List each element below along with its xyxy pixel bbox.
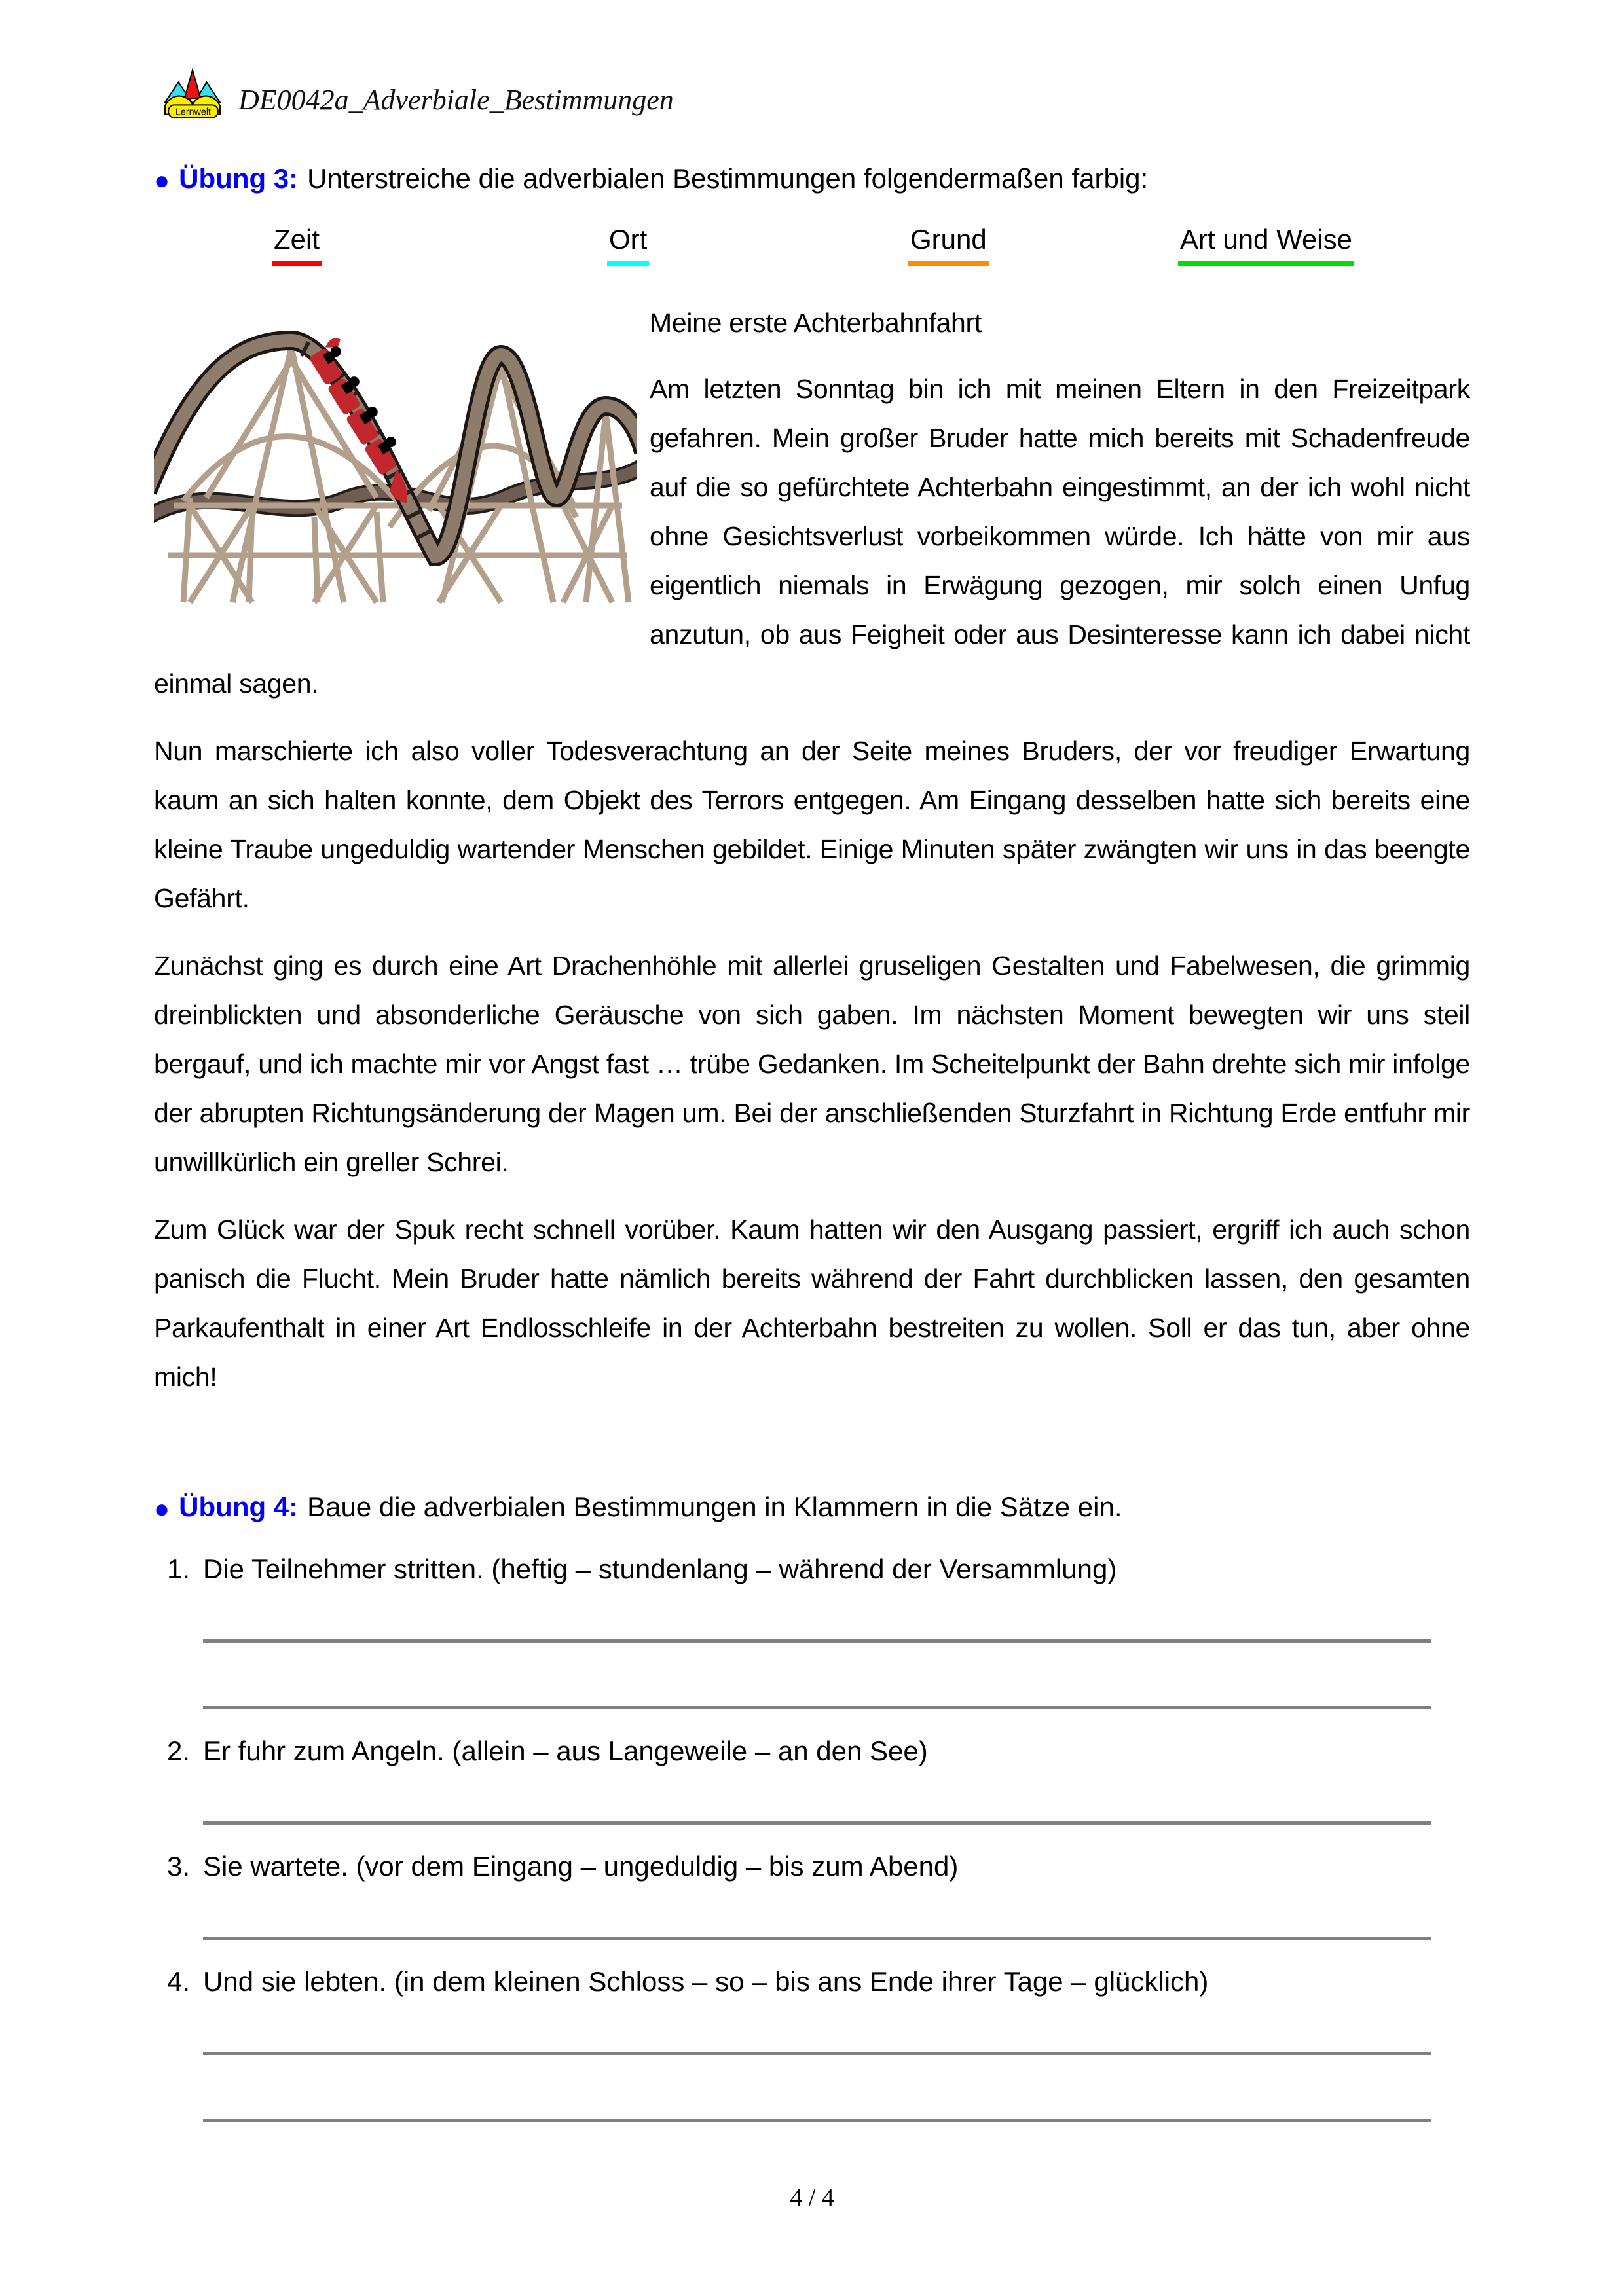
writing-line <box>203 1885 1431 1940</box>
category-label: Art und Weise <box>1178 224 1354 266</box>
page-header <box>0 0 1624 120</box>
story-paragraph: Nun marschierte ich also voller Todesverachtung an der Seite meines Bruders, der vor freudiger Erwartung kaum an sich halten konnte, dem Objekt des Terrors entgegen. Am Eingang desselben hatte sich bereits eine kleine Traube ungeduldig wartender Menschen gebildet. Einige Minuten später zwängten wir uns in das beengte Gefährt. <box>154 735 1470 913</box>
exercise-item <box>154 1733 1470 1825</box>
item-number: 4. <box>167 1965 191 1997</box>
item-number: 3. <box>167 1850 191 1882</box>
bullet-icon: ● <box>154 1494 170 1523</box>
roller-coaster-image <box>154 301 637 610</box>
item-sentence: Die Teilnehmer stritten. (heftig – stundenlang – während der Versammlung) <box>203 1553 1117 1584</box>
item-sentence: Und sie lebten. (in dem kleinen Schloss – so – bis ans Ende ihrer Tage – glücklich) <box>203 1965 1209 1997</box>
answer-lines <box>203 1770 1431 1825</box>
item-sentence: Er fuhr zum Angeln. (allein – aus Langeweile – an den See) <box>203 1735 928 1766</box>
exercise-item <box>154 1848 1470 1940</box>
answer-lines <box>203 2000 1431 2122</box>
category-label: Zeit <box>272 224 322 266</box>
lernwelt-logo-icon <box>164 67 223 120</box>
writing-line <box>203 1588 1431 1643</box>
logo-text: Lernwelt <box>175 107 212 118</box>
answer-lines <box>203 1885 1431 1940</box>
category-label: Ort <box>607 224 649 266</box>
story-title: Meine erste Achterbahnfahrt <box>650 307 982 338</box>
writing-line <box>203 2055 1431 2122</box>
document-title: DE0042a_Adverbiale_Bestimmungen <box>238 84 674 116</box>
answer-lines <box>203 1588 1431 1709</box>
exercise3-heading <box>154 160 1470 199</box>
story-paragraph: Am letzten Sonntag bin ich mit meinen Eltern in den Freizeitpark gefahren. Mein großer Bruder hatte mich bereits mit Schadenfreude auf die so gefürchtete Achterbahn eingestimmt, an der ich wohl nicht ohne Gesichtsverlust vorbeikommen würde. Ich hätte von mir aus eigentlich niemals in Erwägung gezogen, mir solch einen Unfug anzutun, ob aus Feigheit oder aus Desinteresse kann ich dabei nicht einmal sagen. <box>154 373 1470 699</box>
story-paragraph: Zum Glück war der Spuk recht schnell vorüber. Kaum hatten wir den Ausgang passiert, ergriff ich auch schon panisch die Flucht. Mein Bruder hatte nämlich bereits während der Fahrt durchblicken lassen, den gesamten Parkaufenthalt in einer Art Endlosschleife in der Achterbahn bestreiten zu wollen. Soll er das tun, aber ohne mich! <box>154 1214 1470 1392</box>
exercise-item <box>154 1551 1470 1709</box>
item-sentence: Sie wartete. (vor dem Eingang – ungeduldig – bis zum Abend) <box>203 1850 959 1882</box>
underline-color-legend <box>154 221 1470 284</box>
bullet-icon: ● <box>154 166 170 195</box>
exercise3-label: Übung 3: <box>179 163 299 194</box>
writing-line <box>203 1643 1431 1709</box>
exercise4-items <box>154 1551 1470 2122</box>
coaster-train <box>306 335 415 507</box>
story-paragraph: Zunächst ging es durch eine Art Drachenhöhle mit allerlei gruseligen Gestalten und Fabelwesen, die grimmig dreinblickten und absonderliche Geräusche von sich gaben. Im nächsten Moment bewegten wir uns steil bergauf, und ich machte mir vor Angst fast … trübe Gedanken. Im Scheitelpunkt der Bahn drehte sich mir infolge der abrupten Richtungsänderung der Magen um. Bei der anschließenden Sturzfahrt in Richtung Erde entfuhr mir unwillkürlich ein greller Schrei. <box>154 950 1470 1177</box>
exercise3-instruction: Unterstreiche die adverbialen Bestimmungen folgendermaßen farbig: <box>307 163 1149 194</box>
writing-line <box>203 1770 1431 1825</box>
item-number: 1. <box>167 1553 191 1584</box>
exercise4-label: Übung 4: <box>179 1491 299 1522</box>
writing-line <box>203 2000 1431 2055</box>
exercise4-instruction: Baue die adverbialen Bestimmungen in Klammern in die Sätze ein. <box>307 1491 1122 1522</box>
story-block <box>154 299 1470 1470</box>
page-number: 4 / 4 <box>790 2184 834 2212</box>
category-label: Grund <box>908 224 989 266</box>
exercise4-heading <box>154 1489 1470 1527</box>
exercise-item <box>154 1963 1470 2122</box>
item-number: 2. <box>167 1735 191 1766</box>
